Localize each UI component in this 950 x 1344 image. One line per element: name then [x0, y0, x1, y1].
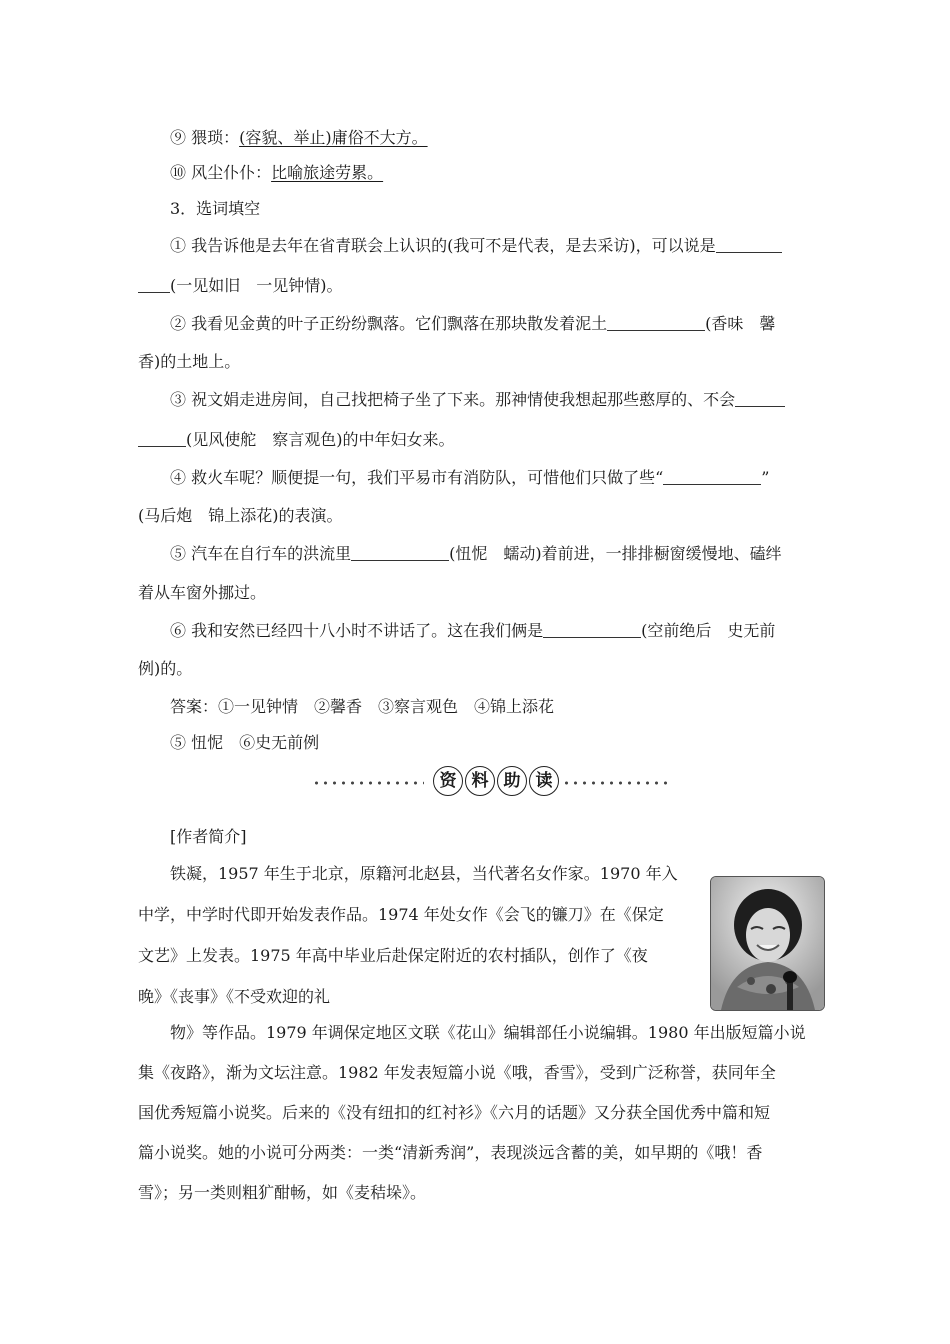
- question-line: (见风使舵 察言观色)的中年妇女来。: [138, 430, 455, 450]
- definition-item: [170, 128, 428, 148]
- question-line: 例)的。: [138, 659, 193, 678]
- question-line: ④ 救火车呢？顺便提一句，我们平易市有消防队，可惜他们只做了些“ ”: [170, 468, 770, 487]
- question-line: ① 我告诉他是去年在省青联会上认识的(我可不是代表，是去采访)，可以说是: [170, 236, 782, 256]
- answer-blank[interactable]: [138, 276, 170, 293]
- answer-blank[interactable]: [543, 621, 641, 638]
- dotted-line: [312, 781, 424, 785]
- answer-blank[interactable]: [138, 430, 186, 447]
- answer-blank[interactable]: [716, 236, 782, 253]
- answer-key: ⑤ 忸怩 ⑥史无前例: [170, 733, 320, 752]
- question-line: ② 我看见金黄的叶子正纷纷飘落。它们飘落在那块散发着泥土 (香味 馨: [170, 314, 776, 333]
- header-char: 助: [497, 766, 527, 796]
- author-text-line: 国优秀短篇小说奖。后来的《没有纽扣的红衬衫》《六月的话题》又分获全国优秀中篇和短: [138, 1103, 771, 1122]
- answer-blank[interactable]: [351, 544, 449, 561]
- question-line: 香)的土地上。: [138, 352, 241, 371]
- dotted-line: [562, 781, 670, 785]
- definition-term: ⑩ 风尘仆仆：: [170, 163, 272, 182]
- answer-key: 答案：①一见钟情 ②馨香 ③察言观色 ④锦上添花: [170, 697, 555, 716]
- question-line: (一见如旧 一见钟情)。: [138, 276, 343, 296]
- author-text-line: 文艺》上发表。1975 年高中毕业后赴保定附近的农村插队，创作了《夜: [138, 946, 648, 965]
- question-line: ⑤ 汽车在自行车的洪流里 (忸怩 蠕动)着前进，一排排橱窗缓慢地、磕绊: [170, 544, 782, 563]
- definition-meaning: 比喻旅途劳累。: [271, 163, 384, 182]
- author-text-line: 篇小说奖。她的小说可分两类：一类“清新秀润”，表现淡远含蓄的美，如早期的《哦！香: [138, 1143, 763, 1162]
- header-char: 料: [465, 766, 495, 796]
- answer-blank[interactable]: [607, 314, 705, 331]
- definition-item: [170, 163, 383, 183]
- definition-term: ⑨ 猥琐：: [170, 128, 240, 147]
- answer-blank[interactable]: [663, 468, 761, 485]
- header-char: 资: [433, 766, 463, 796]
- question-line: ③ 祝文娟走进房间，自己找把椅子坐了下来。那神情使我想起那些憨厚的、不会: [170, 390, 785, 410]
- section-divider: [312, 762, 670, 802]
- author-text-line: 中学，中学时代即开始发表作品。1974 年处女作《会飞的镰刀》在《保定: [138, 905, 664, 924]
- question-line: (马后炮 锦上添花)的表演。: [138, 506, 343, 525]
- author-text-line: 物》等作品。1979 年调保定地区文联《花山》编辑部任小说编辑。1980 年出版短篇小说: [170, 1023, 806, 1042]
- section-title: 3．选词填空: [170, 199, 261, 218]
- author-text-line: 雪》；另一类则粗犷酣畅，如《麦秸垛》。: [138, 1183, 427, 1202]
- author-text-line: 晚》《丧事》《不受欢迎的礼: [138, 987, 331, 1006]
- author-text-line: 集《夜路》，渐为文坛注意。1982 年发表短篇小说《哦，香雪》，受到广泛称誉，获同年全: [138, 1063, 776, 1082]
- author-photo: [710, 876, 825, 1011]
- question-line: 着从车窗外挪过。: [138, 583, 267, 602]
- answer-blank[interactable]: [735, 390, 785, 407]
- author-text-line: 铁凝，1957 年生于北京，原籍河北赵县，当代著名女作家。1970 年入: [170, 864, 678, 883]
- author-heading: [作者简介]: [170, 827, 247, 846]
- definition-meaning: (容貌、举止)庸俗不大方。: [239, 128, 428, 147]
- question-line: ⑥ 我和安然已经四十八小时不讲话了。这在我们俩是 (空前绝后 史无前: [170, 621, 776, 640]
- author-portrait-image: [711, 877, 824, 1010]
- header-char: 读: [529, 766, 559, 796]
